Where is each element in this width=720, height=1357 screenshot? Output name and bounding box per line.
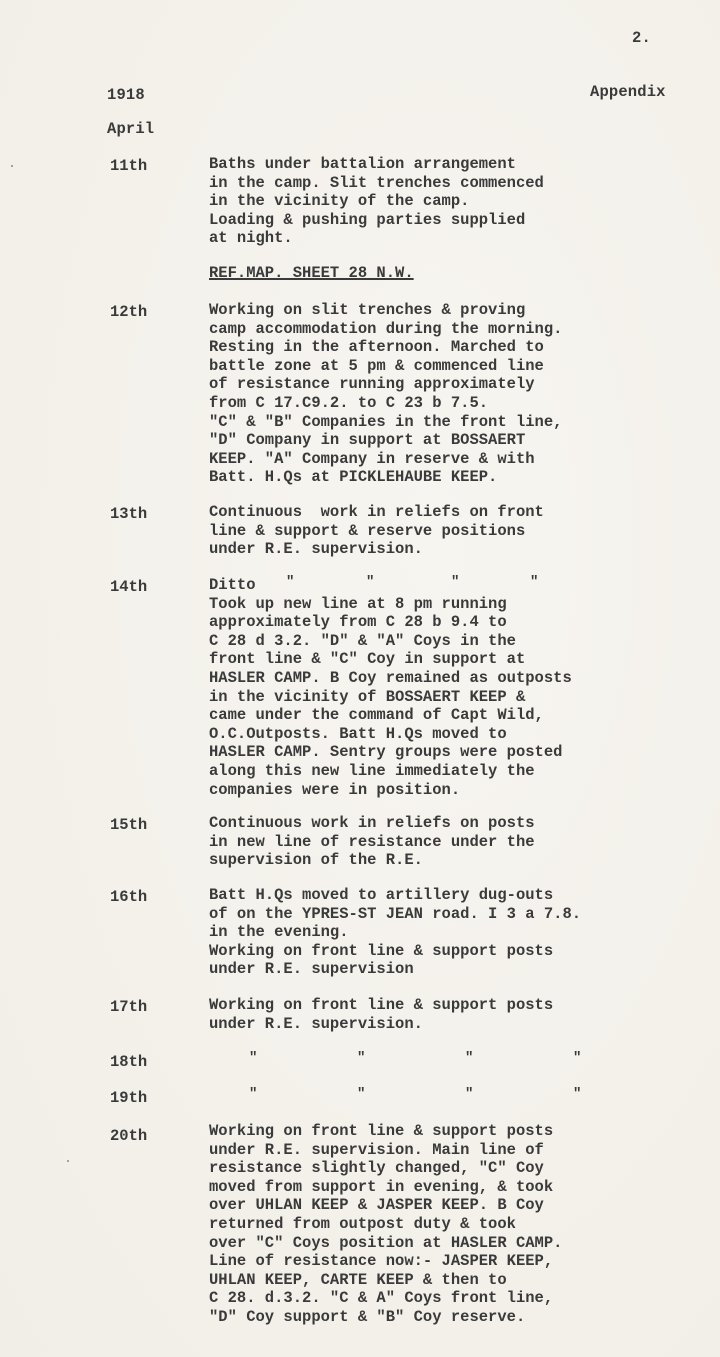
entry-line: came under the command of Capt Wild, (209, 706, 544, 725)
entry-text (209, 576, 679, 799)
ditto-mark: " (286, 574, 295, 590)
entry-line: Took up new line at 8 pm running (209, 594, 507, 613)
entry-text (209, 503, 679, 559)
entry-line: Line of resistance now:- JASPER KEEP, (209, 1252, 554, 1271)
entry-date: 15th (110, 816, 148, 834)
entry-line: under R.E. supervision (209, 960, 414, 979)
entry-date: 13th (110, 505, 148, 523)
ditto-marks (209, 1086, 629, 1104)
entry-line: of on the YPRES-ST JEAN road. I 3 a 7.8. (209, 904, 582, 923)
entry-date: 20th (110, 1127, 148, 1145)
entry-line: "C" & "B" Companies in the front line, (209, 412, 563, 431)
entry-date: 18th (110, 1053, 148, 1071)
page-number: 2. (632, 29, 651, 47)
entry-line: returned from outpost duty & took (209, 1214, 516, 1233)
ditto-mark: " (465, 1050, 474, 1066)
entry-line: companies were in position. (209, 780, 461, 799)
entry-line: in the vicinity of BOSSAERT KEEP & (209, 687, 526, 706)
entry-line: along this new line immediately the (209, 761, 535, 780)
ref-map-heading: REF.MAP. SHEET 28 N.W. (209, 264, 414, 282)
ditto-mark: " (451, 574, 460, 590)
entry-line: Working on front line & support posts (209, 996, 554, 1014)
entry-line: "D" Coy support & "B" Coy reserve. (209, 1307, 526, 1326)
entry-line: Working on front line & support posts (209, 941, 554, 960)
entry-text (209, 996, 679, 1033)
ditto-mark: " (530, 574, 539, 590)
paper-speck (11, 165, 13, 167)
entry-line: over UHLAN KEEP & JASPER KEEP. B Coy (209, 1196, 544, 1215)
entry-line: Continuous work in reliefs on front (209, 503, 544, 521)
entry-date: 12th (110, 303, 148, 321)
entry-text (209, 301, 679, 487)
entry-text (209, 155, 679, 248)
entry-line: battle zone at 5 pm & commenced line (209, 356, 544, 375)
ditto-mark: " (573, 1050, 582, 1066)
ditto-mark: " (357, 1086, 366, 1102)
entry-line: Batt. H.Qs at PICKLEHAUBE KEEP. (209, 468, 498, 487)
entry-line: of resistance running approximately (209, 375, 535, 394)
entry-line: KEEP. "A" Company in reserve & with (209, 449, 535, 468)
entry-date: 17th (110, 998, 148, 1016)
entry-line: under R.E. supervision. Main line of (209, 1140, 544, 1159)
entry-line: O.C.Outposts. Batt H.Qs moved to (209, 724, 507, 743)
entry-line: resistance slightly changed, "C" Coy (209, 1159, 544, 1178)
entry-line: "D" Company in support at BOSSAERT (209, 431, 526, 450)
entry-line: C 28 d 3.2. "D" & "A" Coys in the (209, 631, 516, 650)
entry-line: under R.E. supervision. (209, 540, 423, 559)
entry-line: line & support & reserve positions (209, 521, 526, 540)
entry-line: Continuous work in reliefs on posts (209, 814, 535, 832)
entry-text (209, 814, 679, 870)
year-heading: 1918 (107, 86, 145, 104)
ditto-mark: " (249, 1086, 258, 1102)
entry-line: in the evening. (209, 923, 349, 942)
ditto-marks (209, 1050, 629, 1068)
ditto-mark: " (357, 1050, 366, 1066)
entry-date: 16th (110, 888, 148, 906)
entry-text (209, 1122, 679, 1327)
entry-line: Loading & pushing parties supplied (209, 210, 526, 229)
ditto-mark: " (249, 1050, 258, 1066)
entry-line: Baths under battalion arrangement (209, 155, 516, 173)
entry-line: under R.E. supervision. (209, 1014, 423, 1033)
appendix-label: Appendix (590, 83, 666, 101)
entry-date: 11th (110, 157, 148, 175)
entry-line: over "C" Coys position at HASLER CAMP. (209, 1233, 563, 1252)
entry-date: 19th (110, 1089, 148, 1107)
entry-line: Batt H.Qs moved to artillery dug-outs (209, 886, 554, 904)
entry-line: Working on slit trenches & proving (209, 301, 526, 319)
entry-line: from C 17.C9.2. to C 23 b 7.5. (209, 393, 489, 412)
ditto-marks (209, 574, 629, 592)
entry-line: approximately from C 28 b 9.4 to (209, 613, 507, 632)
entry-line: HASLER CAMP. B Coy remained as outposts (209, 668, 572, 687)
entry-line: supervision of the R.E. (209, 851, 423, 870)
entry-date: 14th (110, 578, 148, 596)
entry-line: camp accommodation during the morning. (209, 319, 563, 338)
month-heading: April (107, 120, 155, 138)
paper-speck (67, 1160, 69, 1162)
entry-line: moved from support in evening, & took (209, 1177, 554, 1196)
entry-line: HASLER CAMP. Sentry groups were posted (209, 743, 563, 762)
entry-line: front line & "C" Coy in support at (209, 650, 526, 669)
entry-line: C 28. d.3.2. "C & A" Coys front line, (209, 1289, 554, 1308)
entry-text (209, 886, 679, 979)
ditto-mark: " (573, 1086, 582, 1102)
ditto-mark: " (366, 574, 375, 590)
entry-line: UHLAN KEEP, CARTE KEEP & then to (209, 1270, 507, 1289)
entry-line: Ditto (209, 576, 256, 594)
entry-line: at night. (209, 229, 293, 248)
entry-line: in the vicinity of the camp. (209, 192, 470, 211)
entry-line: Working on front line & support posts (209, 1122, 554, 1140)
entry-line: in the camp. Slit trenches commenced (209, 173, 544, 192)
entry-line: in new line of resistance under the (209, 832, 535, 851)
ditto-mark: " (465, 1086, 474, 1102)
entry-line: Resting in the afternoon. Marched to (209, 338, 544, 357)
